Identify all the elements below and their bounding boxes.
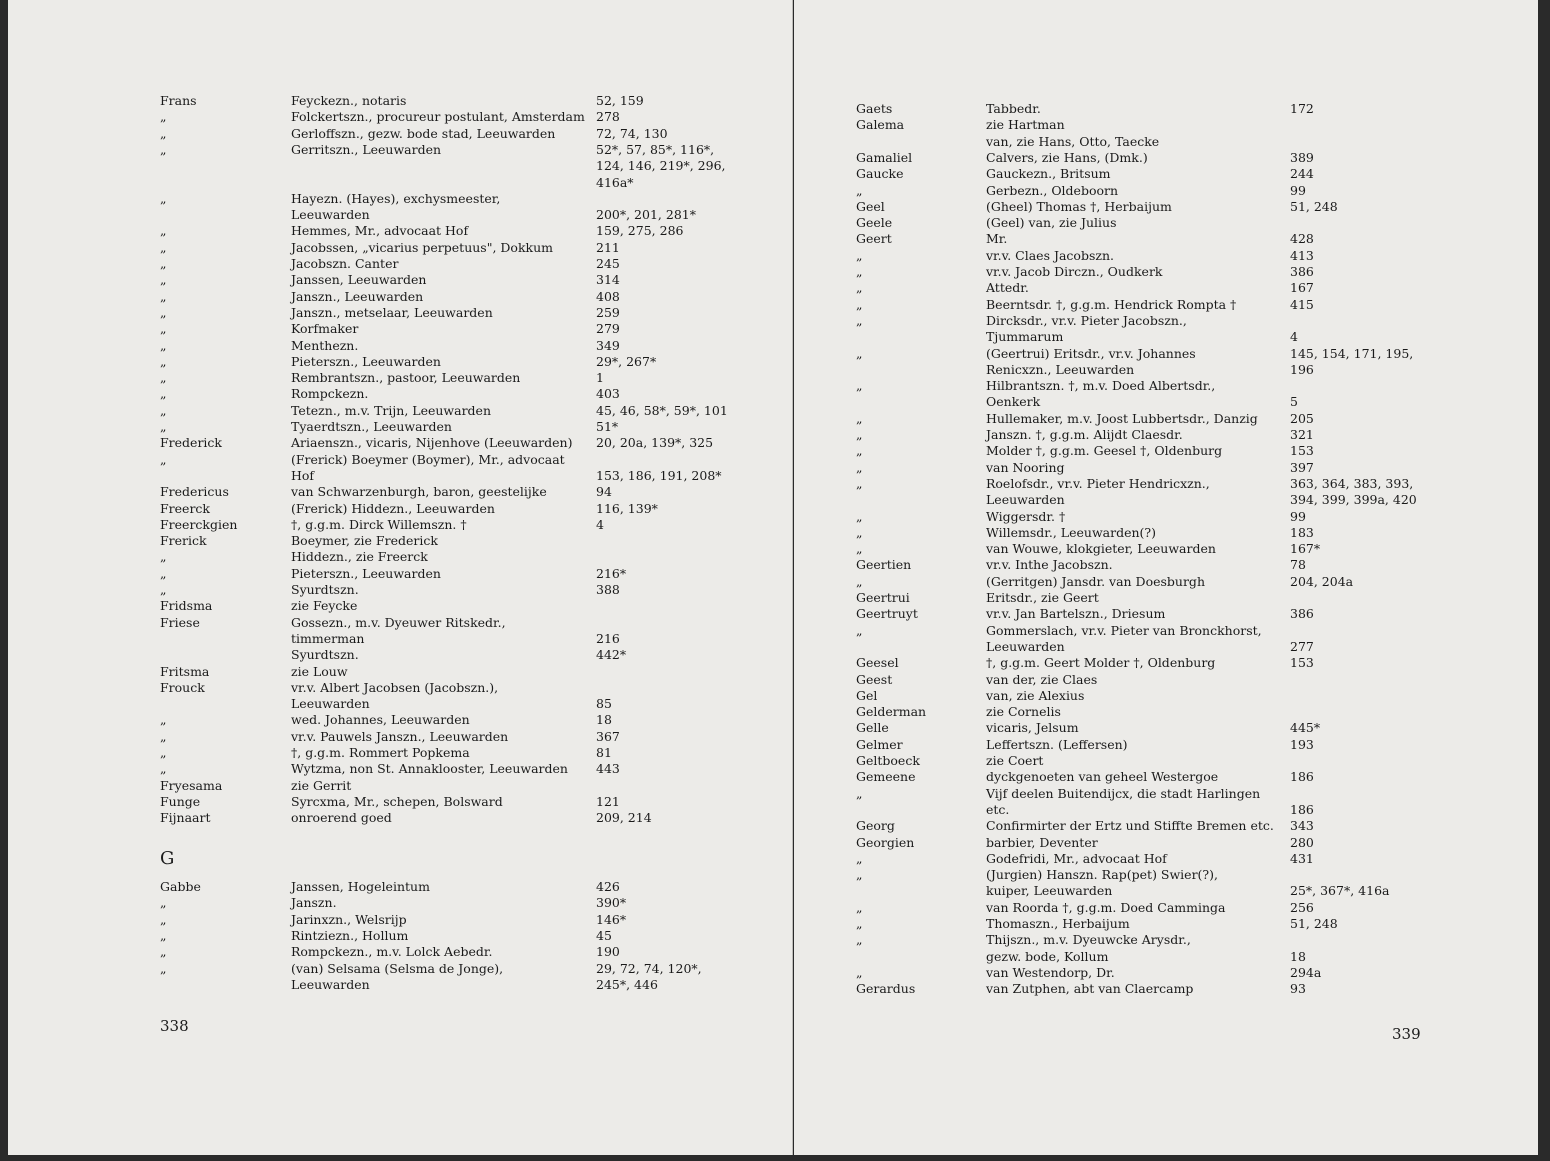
- entry-description: Eritsdr., zie Geert: [986, 590, 1099, 605]
- entry-page-refs: 200*, 201, 281*: [596, 207, 696, 223]
- entry-description: gezw. bode, Kollum: [986, 948, 1109, 964]
- entry-description: (van) Selsama (Selsma de Jonge),: [291, 960, 504, 976]
- entry-name: „: [160, 223, 167, 239]
- entry-name: Galema: [856, 117, 905, 133]
- entry-name: „: [160, 402, 167, 418]
- entry-name: Frans: [160, 93, 197, 108]
- entry-name: Gaucke: [856, 166, 904, 182]
- entry-name: Gabbe: [160, 879, 201, 894]
- entry-name: Geest: [856, 671, 893, 687]
- entry-description: Janszn.: [291, 895, 337, 911]
- entry-description: Leeuwarden: [291, 976, 370, 992]
- entry-description: Syurdtszn.: [291, 582, 359, 597]
- entry-description: Vijf deelen Buitendijcx, die stadt Harlingen: [986, 785, 1261, 801]
- entry-name: „: [856, 296, 863, 312]
- entry-page-refs: 390*: [596, 895, 627, 911]
- entry-description: Attedr.: [986, 280, 1029, 296]
- entry-name: „: [160, 745, 167, 760]
- entry-description: Beerntsdr. †, g.g.m. Hendrick Rompta †: [986, 296, 1237, 312]
- entry-name: „: [856, 264, 863, 279]
- entry-name: Geertruyt: [856, 606, 918, 622]
- entry-page-refs: 209, 214: [596, 810, 652, 826]
- entry-description: zie Cornelis: [986, 704, 1061, 720]
- entry-page-refs: 294a: [1290, 964, 1322, 980]
- entry-description: Leeuwarden: [986, 638, 1065, 654]
- entry-name: Gelle: [856, 720, 889, 736]
- entry-name: „: [856, 785, 863, 801]
- entry-name: „: [856, 541, 863, 557]
- entry-description: Jacobszn. Canter: [291, 256, 399, 271]
- entry-page-refs: 29*, 267*: [596, 353, 657, 369]
- entry-name: „: [160, 911, 167, 927]
- entry-page-refs: 4: [1290, 329, 1298, 345]
- entry-page-refs: 124, 146, 219*, 296,: [596, 158, 726, 174]
- entry-page-refs: 397: [1290, 459, 1314, 475]
- entry-name: „: [856, 345, 863, 361]
- entry-name: Geltboeck: [856, 753, 920, 768]
- entry-description: van Roorda †, g.g.m. Doed Camminga: [986, 899, 1226, 915]
- entry-name: Gelderman: [856, 704, 927, 720]
- entry-description: Gommerslach, vr.v. Pieter van Bronckhorst,: [986, 622, 1262, 638]
- entry-name: Geert: [856, 231, 892, 247]
- entry-description: Syurdtszn.: [291, 647, 359, 663]
- entry-page-refs: 408: [596, 288, 620, 304]
- entry-description: Leeuwarden: [291, 696, 370, 712]
- entry-description: Willemsdr., Leeuwarden(?): [986, 524, 1156, 540]
- entry-page-refs: 386: [1290, 606, 1314, 622]
- entry-name: „: [160, 256, 167, 271]
- entry-name: „: [856, 916, 863, 931]
- entry-name: Fredericus: [160, 484, 229, 500]
- entry-name: „: [160, 288, 167, 304]
- entry-name: „: [160, 190, 167, 206]
- entry-name: Fryesama: [160, 777, 223, 793]
- entry-name: „: [160, 582, 167, 597]
- entry-name: „: [856, 932, 863, 948]
- entry-name: Georgien: [856, 834, 915, 850]
- entry-description: (Geel) van, zie Julius: [986, 215, 1117, 231]
- entry-name: „: [856, 459, 863, 475]
- entry-description: vicaris, Jelsum: [986, 720, 1079, 736]
- entry-page-refs: 415: [1290, 296, 1314, 312]
- entry-page-refs: 388: [596, 582, 620, 597]
- entry-name: „: [160, 549, 167, 565]
- entry-description: Syrcxma, Mr., schepen, Bolsward: [291, 793, 503, 809]
- entry-name: „: [160, 272, 167, 288]
- entry-description: Oenkerk: [986, 394, 1041, 410]
- entry-name: Fridsma: [160, 598, 213, 614]
- entry-description: vr.v. Jacob Dirczn., Oudkerk: [986, 264, 1163, 279]
- entry-page-refs: 153, 186, 191, 208*: [596, 467, 722, 483]
- entry-name: „: [856, 427, 863, 442]
- entry-description: etc.: [986, 801, 1010, 817]
- entry-page-refs: 172: [1290, 101, 1314, 116]
- entry-name: Geertrui: [856, 590, 910, 605]
- entry-page-refs: 186: [1290, 769, 1314, 785]
- entry-name: „: [160, 304, 167, 320]
- entry-description: Jarinxzn., Welsrijp: [291, 911, 407, 927]
- entry-page-refs: 193: [1290, 736, 1314, 752]
- entry-page-refs: 153: [1290, 443, 1314, 459]
- entry-description: van Westendorp, Dr.: [986, 964, 1115, 980]
- page-number-right: 339: [1392, 1025, 1421, 1043]
- entry-page-refs: 4: [596, 516, 604, 532]
- entry-name: „: [160, 321, 167, 337]
- entry-description: timmerman: [291, 630, 365, 646]
- entry-name: Gemeene: [856, 769, 916, 785]
- entry-name: Gel: [856, 687, 878, 703]
- entry-page-refs: 211: [596, 239, 620, 255]
- entry-name: „: [856, 182, 863, 198]
- entry-name: Frerick: [160, 533, 207, 549]
- entry-description: Wytzma, non St. Annaklooster, Leeuwarden: [291, 761, 568, 777]
- entry-name: „: [856, 410, 863, 426]
- entry-page-refs: 204, 204a: [1290, 573, 1354, 589]
- entry-description: Confirmirter der Ertz und Stiffte Bremen etc.: [986, 818, 1274, 834]
- entry-name: „: [856, 312, 863, 328]
- entry-description: Janssen, Hogeleintum: [291, 879, 430, 894]
- entry-page-refs: 1: [596, 370, 604, 386]
- entry-name: „: [856, 964, 863, 980]
- entry-description: Renicxzn., Leeuwarden: [986, 361, 1135, 377]
- entry-description: Tjummarum: [986, 329, 1064, 345]
- entry-description: Thomaszn., Herbaijum: [986, 916, 1130, 931]
- entry-page-refs: 443: [596, 761, 620, 777]
- entry-page-refs: 81: [596, 745, 612, 760]
- entry-name: „: [856, 899, 863, 915]
- entry-description: Tyaerdtszn., Leeuwarden: [291, 419, 452, 434]
- section-letter: G: [160, 848, 175, 869]
- entry-page-refs: 146*: [596, 911, 627, 927]
- entry-description: Rembrantszn., pastoor, Leeuwarden: [291, 370, 521, 386]
- entry-description: Tabbedr.: [986, 101, 1041, 116]
- entry-description: vr.v. Albert Jacobsen (Jacobszn.),: [291, 679, 499, 695]
- entry-name: Frouck: [160, 679, 205, 695]
- entry-page-refs: 244: [1290, 166, 1314, 182]
- entry-description: Janssen, Leeuwarden: [291, 272, 427, 288]
- entry-page-refs: 343: [1290, 818, 1314, 834]
- right-page: [794, 0, 1538, 1155]
- left-page: [8, 0, 793, 1155]
- entry-name: Gelmer: [856, 736, 903, 752]
- entry-description: Rompckezn., m.v. Lolck Aebedr.: [291, 944, 493, 960]
- entry-description: Pieterszn., Leeuwarden: [291, 353, 441, 369]
- entry-page-refs: 205: [1290, 410, 1314, 426]
- entry-page-refs: 389: [1290, 149, 1314, 165]
- entry-page-refs: 78: [1290, 557, 1306, 573]
- entry-page-refs: 99: [1290, 508, 1306, 524]
- entry-description: Feyckezn., notaris: [291, 93, 407, 108]
- entry-page-refs: 277: [1290, 638, 1314, 654]
- entry-description: Molder †, g.g.m. Geesel †, Oldenburg: [986, 443, 1223, 459]
- entry-page-refs: 45, 46, 58*, 59*, 101: [596, 402, 728, 418]
- entry-description: van Schwarzenburgh, baron, geestelijke: [291, 484, 547, 500]
- entry-name: „: [160, 712, 167, 728]
- entry-description: zie Hartman: [986, 117, 1065, 133]
- entry-page-refs: 52*, 57, 85*, 116*,: [596, 141, 715, 157]
- entry-description: Thijszn., m.v. Dyeuwcke Arysdr.,: [986, 932, 1191, 948]
- entry-page-refs: 245: [596, 256, 620, 271]
- entry-name: „: [160, 125, 167, 141]
- entry-page-refs: 280: [1290, 834, 1314, 850]
- entry-description: zie Gerrit: [291, 777, 352, 793]
- entry-description: Pieterszn., Leeuwarden: [291, 565, 441, 581]
- entry-description: barbier, Deventer: [986, 834, 1098, 850]
- entry-page-refs: 216: [596, 630, 620, 646]
- entry-page-refs: 94: [596, 484, 612, 500]
- entry-page-refs: 186: [1290, 801, 1314, 817]
- entry-name: „: [856, 443, 863, 459]
- entry-page-refs: 18: [1290, 948, 1306, 964]
- entry-description: (Jurgien) Hanszn. Rap(pet) Swier(?),: [986, 867, 1218, 883]
- entry-page-refs: 190: [596, 944, 620, 960]
- entry-page-refs: 431: [1290, 850, 1314, 866]
- entry-description: van der, zie Claes: [986, 671, 1098, 687]
- entry-description: †, g.g.m. Dirck Willemszn. †: [291, 516, 467, 532]
- entry-description: Rompckezn.: [291, 386, 369, 402]
- entry-name: Gaets: [856, 101, 893, 116]
- entry-page-refs: 245*, 446: [596, 976, 658, 992]
- entry-description: Hof: [291, 467, 315, 483]
- entry-description: Calvers, zie Hans, (Dmk.): [986, 149, 1148, 165]
- entry-page-refs: 196: [1290, 361, 1314, 377]
- entry-description: Folckertszn., procureur postulant, Amsterdam: [291, 109, 585, 125]
- entry-name: Freerckgien: [160, 516, 238, 532]
- entry-page-refs: 367: [596, 728, 620, 744]
- entry-description: Tetezn., m.v. Trijn, Leeuwarden: [291, 402, 491, 418]
- entry-name: „: [160, 761, 167, 777]
- entry-page-refs: 416a*: [596, 174, 634, 190]
- entry-description: Janszn. †, g.g.m. Alijdt Claesdr.: [986, 427, 1183, 442]
- entry-page-refs: 216*: [596, 565, 627, 581]
- entry-description: (Geertrui) Eritsdr., vr.v. Johannes: [986, 345, 1196, 361]
- entry-description: (Frerick) Boeymer (Boymer), Mr., advocaat: [291, 451, 565, 467]
- entry-page-refs: 153: [1290, 655, 1314, 671]
- entry-description: Gerloffszn., gezw. bode stad, Leeuwarden: [291, 125, 556, 141]
- entry-name: Fijnaart: [160, 810, 211, 826]
- entry-name: Friese: [160, 614, 200, 630]
- entry-name: Geel: [856, 198, 885, 214]
- entry-page-refs: 428: [1290, 231, 1314, 247]
- entry-description: Leffertszn. (Leffersen): [986, 736, 1128, 752]
- entry-name: „: [160, 419, 167, 434]
- entry-name: Geele: [856, 215, 893, 231]
- entry-description: Hullemaker, m.v. Joost Lubbertsdr., Danzig: [986, 410, 1258, 426]
- entry-description: wed. Johannes, Leeuwarden: [291, 712, 470, 728]
- entry-description: (Gerritgen) Jansdr. van Doesburgh: [986, 573, 1205, 589]
- entry-description: van, zie Hans, Otto, Taecke: [986, 133, 1160, 149]
- entry-page-refs: 259: [596, 304, 620, 320]
- entry-page-refs: 321: [1290, 427, 1314, 442]
- entry-page-refs: 85: [596, 696, 612, 712]
- entry-description: van Nooring: [986, 459, 1065, 475]
- entry-name: „: [160, 141, 167, 157]
- entry-description: zie Louw: [291, 663, 348, 679]
- entry-description: Hilbrantszn. †, m.v. Doed Albertsdr.,: [986, 378, 1216, 394]
- entry-description: kuiper, Leeuwarden: [986, 883, 1113, 899]
- entry-description: vr.v. Jan Bartelszn., Driesum: [986, 606, 1166, 622]
- entry-description: Leeuwarden: [986, 492, 1065, 508]
- entry-description: vr.v. Claes Jacobszn.: [986, 247, 1114, 263]
- entry-description: Hiddezn., zie Freerck: [291, 549, 428, 565]
- entry-name: „: [160, 353, 167, 369]
- entry-description: Janszn., Leeuwarden: [291, 288, 424, 304]
- entry-description: Mr.: [986, 231, 1008, 247]
- entry-name: „: [160, 239, 167, 255]
- entry-description: van, zie Alexius: [986, 687, 1085, 703]
- entry-name: „: [856, 524, 863, 540]
- entry-page-refs: 51, 248: [1290, 198, 1338, 214]
- entry-description: Rintziezn., Hollum: [291, 927, 409, 943]
- entry-name: „: [856, 280, 863, 296]
- entry-description: (Frerick) Hiddezn., Leeuwarden: [291, 500, 495, 516]
- entry-page-refs: 116, 139*: [596, 500, 658, 516]
- entry-page-refs: 5: [1290, 394, 1298, 410]
- entry-page-refs: 403: [596, 386, 620, 402]
- entry-description: Gauckezn., Britsum: [986, 166, 1111, 182]
- entry-description: Korfmaker: [291, 321, 359, 337]
- entry-page-refs: 183: [1290, 524, 1314, 540]
- entry-page-refs: 445*: [1290, 720, 1321, 736]
- entry-page-refs: 256: [1290, 899, 1314, 915]
- entry-description: onroerend goed: [291, 810, 392, 826]
- entry-name: „: [856, 475, 863, 491]
- entry-description: Gerbezn., Oldeboorn: [986, 182, 1119, 198]
- entry-page-refs: 349: [596, 337, 620, 353]
- entry-description: Hayezn. (Hayes), exchysmeester,: [291, 190, 501, 206]
- entry-description: zie Coert: [986, 753, 1044, 768]
- entry-description: Janszn., metselaar, Leeuwarden: [291, 304, 493, 320]
- entry-name: „: [160, 386, 167, 402]
- entry-name: „: [856, 378, 863, 394]
- entry-description: van Zutphen, abt van Claercamp: [986, 981, 1194, 997]
- entry-description: Boeymer, zie Frederick: [291, 533, 438, 549]
- entry-description: Jacobssen, „vicarius perpetuus", Dokkum: [291, 239, 554, 255]
- entry-description: †, g.g.m. Rommert Popkema: [291, 745, 470, 760]
- entry-description: Gerritszn., Leeuwarden: [291, 141, 442, 157]
- entry-page-refs: 413: [1290, 247, 1314, 263]
- entry-page-refs: 93: [1290, 981, 1306, 997]
- entry-page-refs: 363, 364, 383, 393,: [1290, 475, 1414, 491]
- entry-description: dyckgenoeten van geheel Westergoe: [986, 769, 1219, 785]
- entry-name: „: [160, 451, 167, 467]
- entry-name: Georg: [856, 818, 895, 834]
- entry-page-refs: 167*: [1290, 541, 1321, 557]
- entry-page-refs: 29, 72, 74, 120*,: [596, 960, 702, 976]
- entry-page-refs: 45: [596, 927, 612, 943]
- entry-name: „: [856, 622, 863, 638]
- entry-name: „: [160, 728, 167, 744]
- entry-page-refs: 121: [596, 793, 620, 809]
- entry-description: zie Feycke: [291, 598, 358, 614]
- entry-name: Gerardus: [856, 981, 916, 997]
- entry-page-refs: 442*: [596, 647, 627, 663]
- entry-name: Freerck: [160, 500, 210, 516]
- entry-name: „: [856, 850, 863, 866]
- entry-page-refs: 279: [596, 321, 620, 337]
- entry-description: Wiggersdr. †: [986, 508, 1066, 524]
- entry-page-refs: 20, 20a, 139*, 325: [596, 435, 714, 451]
- entry-page-refs: 99: [1290, 182, 1306, 198]
- entry-page-refs: 426: [596, 879, 620, 894]
- entry-page-refs: 145, 154, 171, 195,: [1290, 345, 1414, 361]
- entry-page-refs: 52, 159: [596, 93, 644, 108]
- entry-name: „: [160, 927, 167, 943]
- entry-description: Ariaenszn., vicaris, Nijenhove (Leeuwarden): [291, 435, 573, 451]
- entry-name: Geesel: [856, 655, 899, 671]
- entry-description: Menthezn.: [291, 337, 359, 353]
- entry-description: Dircksdr., vr.v. Pieter Jacobszn.,: [986, 312, 1187, 328]
- entry-name: „: [160, 337, 167, 353]
- entry-page-refs: 18: [596, 712, 612, 728]
- entry-description: Hemmes, Mr., advocaat Hof: [291, 223, 469, 239]
- entry-name: „: [160, 109, 167, 125]
- entry-name: Gamaliel: [856, 149, 913, 165]
- entry-description: †, g.g.m. Geert Molder †, Oldenburg: [986, 655, 1216, 671]
- page-number-left: 338: [160, 1017, 189, 1035]
- entry-description: Gossezn., m.v. Dyeuwer Ritskedr.,: [291, 614, 506, 630]
- entry-description: Leeuwarden: [291, 207, 370, 223]
- entry-page-refs: 278: [596, 109, 620, 125]
- entry-name: „: [856, 573, 863, 589]
- entry-page-refs: 51*: [596, 419, 619, 434]
- entry-description: vr.v. Pauwels Janszn., Leeuwarden: [291, 728, 509, 744]
- entry-page-refs: 386: [1290, 264, 1314, 279]
- entry-page-refs: 167: [1290, 280, 1314, 296]
- entry-description: (Gheel) Thomas †, Herbaijum: [986, 198, 1172, 214]
- entry-name: „: [160, 565, 167, 581]
- entry-name: Fritsma: [160, 663, 210, 679]
- entry-name: „: [160, 944, 167, 960]
- entry-name: Funge: [160, 793, 201, 809]
- entry-name: „: [856, 508, 863, 524]
- entry-name: „: [856, 247, 863, 263]
- entry-name: „: [856, 867, 863, 883]
- entry-description: Roelofsdr., vr.v. Pieter Hendricxzn.,: [986, 475, 1210, 491]
- entry-page-refs: 159, 275, 286: [596, 223, 684, 239]
- entry-name: Frederick: [160, 435, 222, 451]
- entry-page-refs: 72, 74, 130: [596, 125, 668, 141]
- entry-page-refs: 314: [596, 272, 620, 288]
- entry-description: vr.v. Inthe Jacobszn.: [986, 557, 1113, 573]
- entry-name: „: [160, 960, 167, 976]
- entry-page-refs: 25*, 367*, 416a: [1290, 883, 1390, 899]
- entry-page-refs: 394, 399, 399a, 420: [1290, 492, 1417, 508]
- entry-name: Geertien: [856, 557, 912, 573]
- entry-name: „: [160, 895, 167, 911]
- entry-description: van Wouwe, klokgieter, Leeuwarden: [986, 541, 1216, 557]
- entry-page-refs: 51, 248: [1290, 916, 1338, 931]
- entry-description: Godefridi, Mr., advocaat Hof: [986, 850, 1167, 866]
- entry-name: „: [160, 370, 167, 386]
